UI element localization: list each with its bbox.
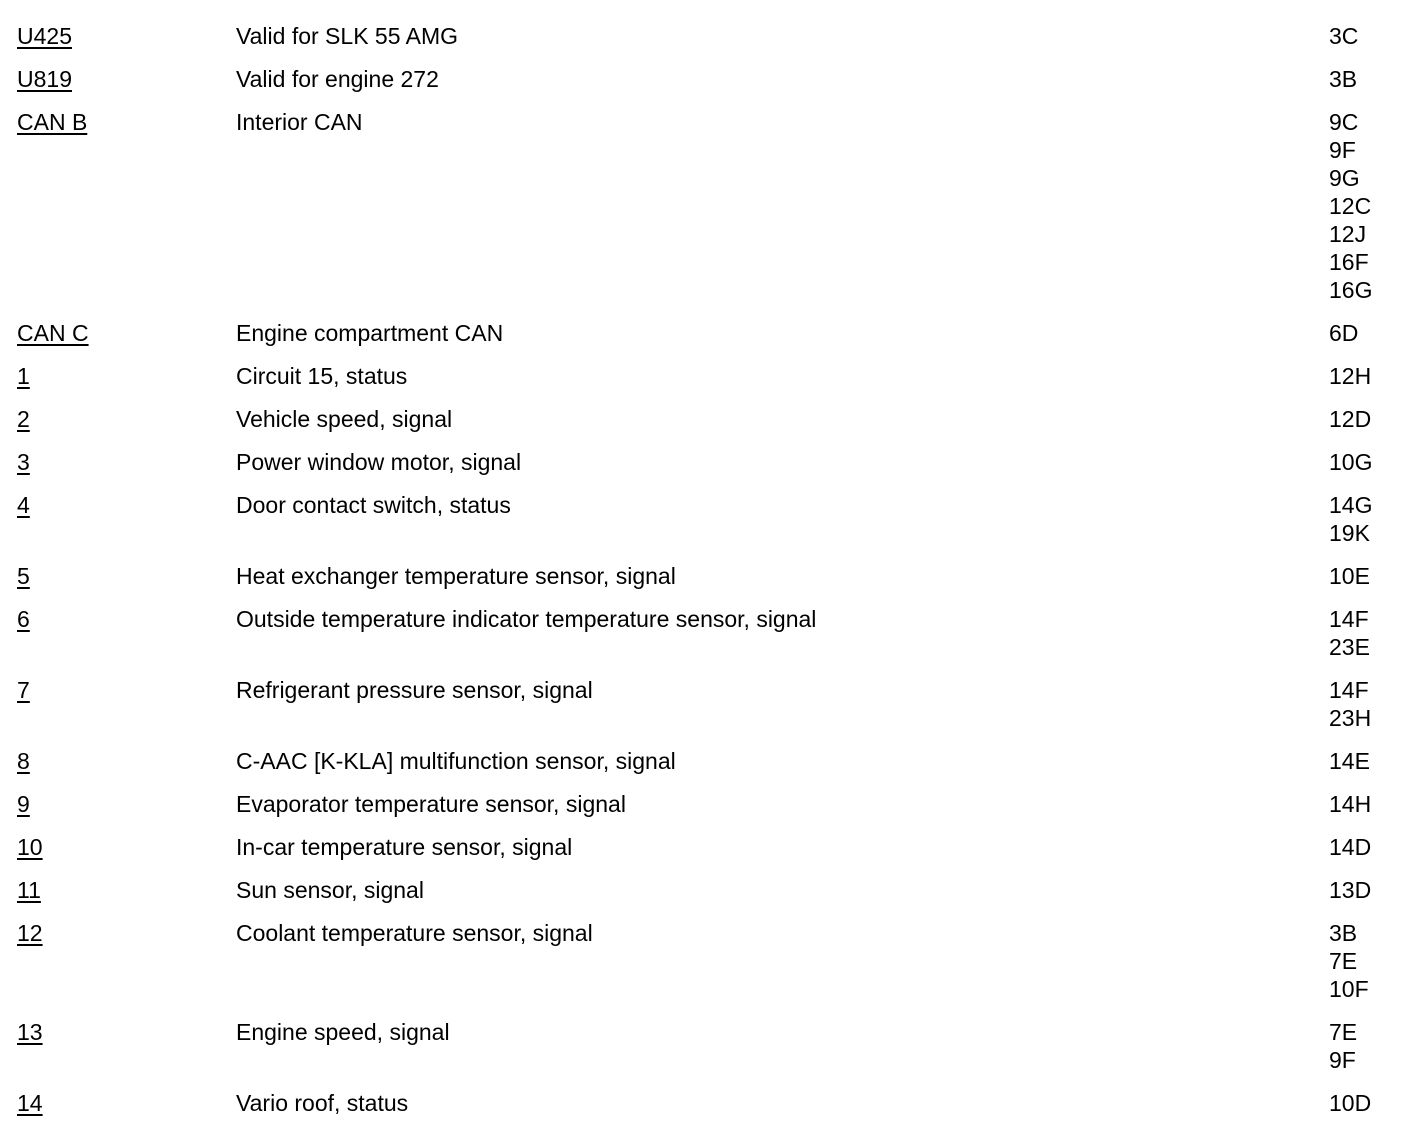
grid-reference: 3C bbox=[1329, 23, 1359, 49]
signal-description: Valid for engine 272 bbox=[236, 66, 439, 92]
grid-reference-list bbox=[1329, 833, 1371, 861]
grid-reference-list bbox=[1329, 448, 1372, 476]
grid-reference: 10G bbox=[1329, 449, 1373, 475]
grid-reference: 9C bbox=[1329, 109, 1359, 135]
grid-reference-list bbox=[1329, 790, 1371, 818]
legend-row bbox=[0, 65, 1408, 93]
grid-reference: 14G bbox=[1329, 492, 1373, 518]
legend-row bbox=[0, 362, 1408, 390]
grid-reference: 14H bbox=[1329, 791, 1372, 817]
legend-row bbox=[0, 22, 1408, 50]
grid-reference: 16G bbox=[1329, 277, 1373, 303]
grid-reference-list bbox=[1329, 676, 1371, 732]
legend-row bbox=[0, 676, 1408, 732]
grid-reference-list bbox=[1329, 22, 1358, 50]
legend-row bbox=[0, 605, 1408, 661]
grid-reference: 14F bbox=[1329, 677, 1369, 703]
legend-row bbox=[0, 405, 1408, 433]
signal-description: Coolant temperature sensor, signal bbox=[236, 920, 593, 946]
grid-reference: 12C bbox=[1329, 193, 1372, 219]
grid-reference-list bbox=[1329, 65, 1357, 93]
signal-code-link[interactable]: 14 bbox=[17, 1090, 43, 1116]
legend-row bbox=[0, 1018, 1408, 1074]
signal-code-link[interactable]: U425 bbox=[17, 23, 72, 49]
grid-reference: 3B bbox=[1329, 66, 1358, 92]
signal-description: Valid for SLK 55 AMG bbox=[236, 23, 459, 49]
signal-code-link[interactable]: 5 bbox=[17, 563, 30, 589]
grid-reference: 14E bbox=[1329, 748, 1370, 774]
grid-reference: 6D bbox=[1329, 320, 1359, 346]
grid-reference-list bbox=[1329, 1089, 1371, 1117]
signal-description: Door contact switch, status bbox=[236, 492, 511, 518]
signal-code-link[interactable]: 8 bbox=[17, 748, 30, 774]
signal-description: Refrigerant pressure sensor, signal bbox=[236, 677, 593, 703]
signal-code-link[interactable]: 12 bbox=[17, 920, 43, 946]
legend-row bbox=[0, 833, 1408, 861]
signal-code-link[interactable]: 9 bbox=[17, 791, 30, 817]
signal-description: Vario roof, status bbox=[236, 1090, 409, 1116]
signal-description: Evaporator temperature sensor, signal bbox=[236, 791, 626, 817]
grid-reference: 10F bbox=[1329, 976, 1369, 1002]
grid-reference-list bbox=[1329, 108, 1372, 304]
signal-code-link[interactable]: 4 bbox=[17, 492, 30, 518]
signal-description: In-car temperature sensor, signal bbox=[236, 834, 573, 860]
legend-row bbox=[0, 448, 1408, 476]
grid-reference: 9F bbox=[1329, 137, 1356, 163]
signal-description: Sun sensor, signal bbox=[236, 877, 424, 903]
signal-code-link[interactable]: CAN B bbox=[17, 109, 88, 135]
grid-reference: 12H bbox=[1329, 363, 1372, 389]
signal-description: Heat exchanger temperature sensor, signal bbox=[236, 563, 676, 589]
grid-reference: 12D bbox=[1329, 406, 1372, 432]
grid-reference: 23E bbox=[1329, 634, 1370, 660]
signal-description: Engine compartment CAN bbox=[236, 320, 504, 346]
grid-reference: 9G bbox=[1329, 165, 1360, 191]
signal-description: C-AAC [K-KLA] multifunction sensor, signal bbox=[236, 748, 676, 774]
grid-reference-list bbox=[1329, 919, 1369, 1003]
signal-code-link[interactable]: 1 bbox=[17, 363, 30, 389]
grid-reference: 3B bbox=[1329, 920, 1358, 946]
signal-description: Power window motor, signal bbox=[236, 449, 522, 475]
signal-code-link[interactable]: 2 bbox=[17, 406, 30, 432]
grid-reference: 23H bbox=[1329, 705, 1372, 731]
grid-reference: 14F bbox=[1329, 606, 1369, 632]
grid-reference: 16F bbox=[1329, 249, 1369, 275]
grid-reference: 12J bbox=[1329, 221, 1367, 247]
legend-row bbox=[0, 562, 1408, 590]
signal-description: Outside temperature indicator temperature sensor, signal bbox=[236, 606, 817, 632]
signal-code-link[interactable]: U819 bbox=[17, 66, 72, 92]
legend-row bbox=[0, 319, 1408, 347]
grid-reference-list bbox=[1329, 562, 1370, 590]
signal-description: Vehicle speed, signal bbox=[236, 406, 453, 432]
grid-reference: 19K bbox=[1329, 520, 1370, 546]
grid-reference-list bbox=[1329, 405, 1371, 433]
grid-reference-list bbox=[1329, 491, 1372, 547]
legend-row bbox=[0, 876, 1408, 904]
grid-reference: 7E bbox=[1329, 948, 1358, 974]
legend-row bbox=[0, 1089, 1408, 1117]
signal-code-link[interactable]: 6 bbox=[17, 606, 30, 632]
grid-reference: 10E bbox=[1329, 563, 1370, 589]
grid-reference-list bbox=[1329, 319, 1358, 347]
grid-reference: 7E bbox=[1329, 1019, 1358, 1045]
grid-reference-list bbox=[1329, 876, 1371, 904]
signal-code-link[interactable]: 7 bbox=[17, 677, 30, 703]
signal-description: Circuit 15, status bbox=[236, 363, 408, 389]
signal-code-link[interactable]: 13 bbox=[17, 1019, 43, 1045]
signal-code-link[interactable]: 11 bbox=[17, 877, 41, 903]
legend-row bbox=[0, 747, 1408, 775]
grid-reference: 9F bbox=[1329, 1047, 1356, 1073]
legend-row bbox=[0, 919, 1408, 1003]
grid-reference-list bbox=[1329, 747, 1370, 775]
signal-code-link[interactable]: 10 bbox=[17, 834, 43, 860]
grid-reference-list bbox=[1329, 605, 1370, 661]
grid-reference: 10D bbox=[1329, 1090, 1372, 1116]
grid-reference-list bbox=[1329, 1018, 1357, 1074]
legend-row bbox=[0, 108, 1408, 304]
signal-description: Engine speed, signal bbox=[236, 1019, 450, 1045]
signal-code-link[interactable]: CAN C bbox=[17, 320, 89, 346]
grid-reference: 14D bbox=[1329, 834, 1372, 860]
legend-row bbox=[0, 491, 1408, 547]
signal-code-link[interactable]: 3 bbox=[17, 449, 30, 475]
grid-reference-list bbox=[1329, 362, 1371, 390]
signal-description: Interior CAN bbox=[236, 109, 363, 135]
grid-reference: 13D bbox=[1329, 877, 1372, 903]
legend-row bbox=[0, 790, 1408, 818]
